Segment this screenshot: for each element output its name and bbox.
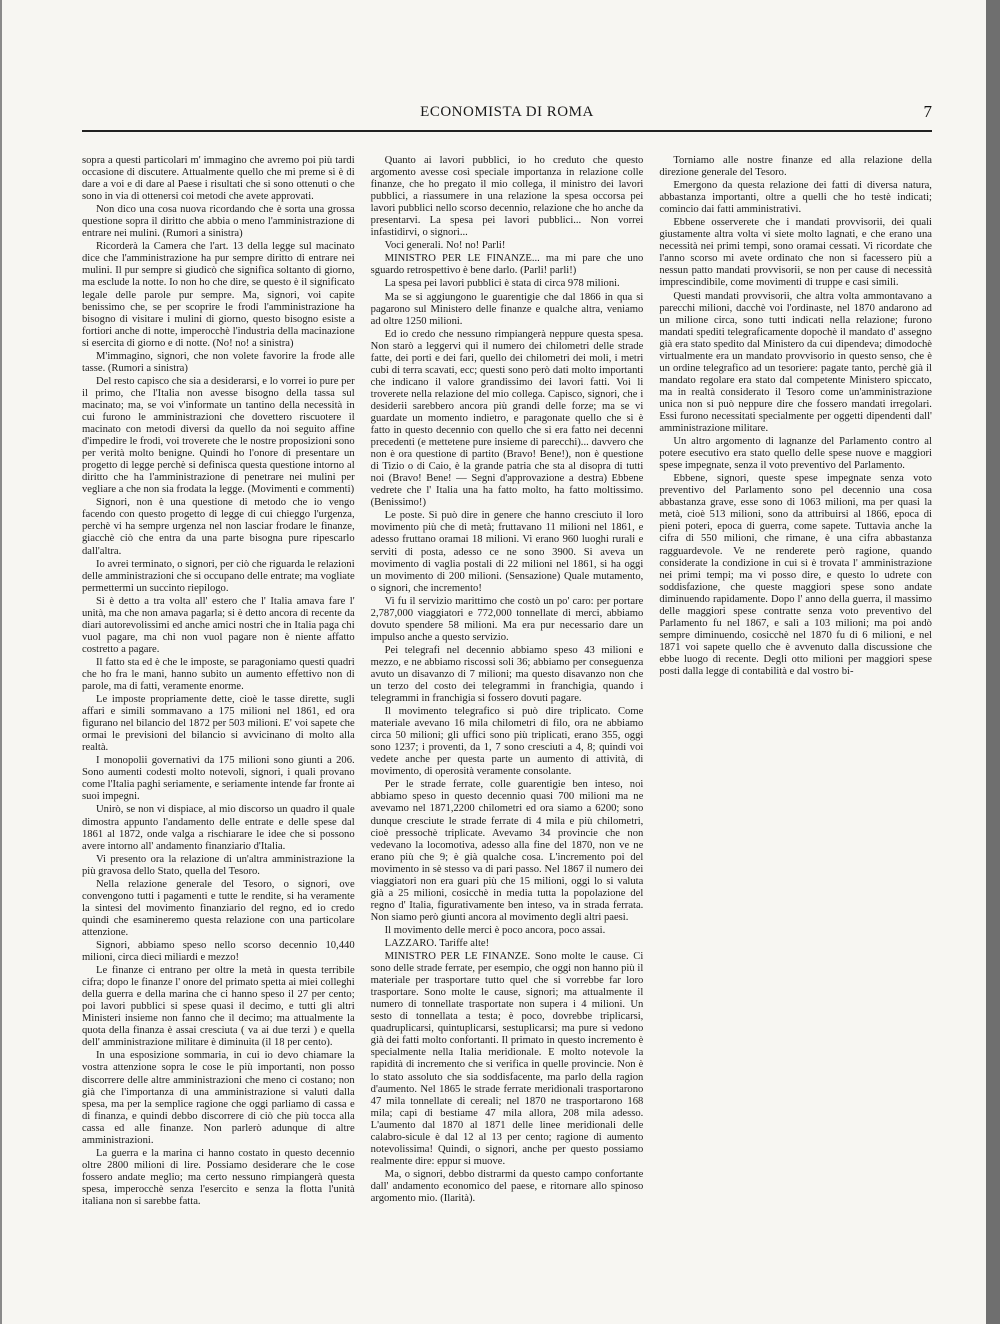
paragraph: Il movimento telegrafico si può dire triplicato. Come materiale avevano 16 mila chilometri di filo, ora ne abbiamo circa 50 milioni; gli uffici sono più triplicati, erano 355, oggi sono 1237; i proventi, da 1, 7 sono cresciuti a 4, 8; quindi voi vedete anche per questa parte un aumento di attività, di movimento, di operosità veramente consolante. xyxy=(370,706,644,778)
paragraph: Torniamo alle nostre finanze ed alla relazione della direzione generale del Tesoro. xyxy=(659,155,932,179)
paragraph: In una esposizione sommaria, in cui io devo chiamare la vostra attenzione sopra le cose le più importanti, non posso discorrere delle altre amministrazioni che meno ci costano; non già che l'importanza di una amministrazione si valuti dalla spesa, ma per la semplice ragione che oggi parliamo di cassa e di finanza, e quindi debbo discorrere di ciò che più tocca alla cassa ed alle finanze. Non parlerò adunque di altre amministrazioni. xyxy=(82,1050,355,1146)
paragraph: Un altro argomento di lagnanze del Parlamento contro al potere esecutivo era stato quello delle spese nuove e maggiori spese impegnate, senza il voto preventivo del Parlamento. xyxy=(659,436,932,472)
paragraph: Signori, non è una questione di metodo che io vengo facendo con questo progetto di legge di cui chieggo l'urgenza, perchè vi ha sempre urgenza nel non lasciar frodare le finanze, giacchè ciò che entra da una parte bisogna pure ripescarlo dall'altra. xyxy=(82,497,355,557)
header-rule xyxy=(82,130,932,132)
paragraph: La guerra e la marina ci hanno costato in questo decennio oltre 2800 milioni di lire. Possiamo desiderare che le cose fossero andate meglio; ma certo nessuno rimpiangerà questa spesa, imperocchè senza l'esercito e senza la flotta l'unità italiana non si sarebbe fatta. xyxy=(82,1147,355,1207)
paragraph: Le poste. Si può dire in genere che hanno cresciuto il loro movimento più che di metà; fruttavano 11 milioni nel 1861, e adesso fruttano oramai 18 milioni. Vi erano 960 luoghi rurali e serviti di posta, adesso ce ne sono 3900. Si aveva un movimento di vaglia postali di 22 milioni nel 1861, si ha oggi un movimento di 200 milioni. (Sensazione) Quale mutamento, o signori, che incremento! xyxy=(370,510,644,594)
paragraph: Ebbene osserverete che i mandati provvisorii, dei quali giustamente altra volta vi siete molto lagnati, e che erano una necessità nei primi tempi, sono oramai cessati. Vi ricordate che l'anno scorso mi avete ordinato che non si facessero più a nessun patto mandati provvisorii, se non per cause di necessità imprescindibile, come movimenti di truppe e casi simili. xyxy=(659,217,932,289)
paragraph: Le imposte propriamente dette, cioè le tasse dirette, sugli affari e simili sommavano a 175 milioni nel 1861, ed ora figurano nel bilancio del 1872 per 503 milioni. E' voi sapete che ormai le previsioni del bilancio si avvicinano di molto alla realtà. xyxy=(82,694,355,754)
paragraph: M'immagino, signori, che non volete favorire la frode alle tasse. (Rumori a sinistra) xyxy=(82,350,355,374)
page-header xyxy=(82,102,932,124)
paragraph: I monopolii governativi da 175 milioni sono giunti a 206. Sono aumenti codesti molto notevoli, signori, i quali provano come l'Italia paghi seriamente, e seriamente intende far fronte ai suoi impegni. xyxy=(82,755,355,803)
paragraph: Vi fu il servizio marittimo che costò un po' caro: per portare 2,787,000 viaggiatori e 772,000 tonnellate di merci, abbiamo dovuto spendere 58 milioni. Ma era pur necessario dare un impulso anche a questo servizio. xyxy=(370,595,644,643)
paragraph: Ma, o signori, debbo distrarmi da questo campo confortante dall' andamento economico del paese, e ritornare allo spinoso argomento mio. (Ilarità). xyxy=(370,1168,644,1204)
paragraph: Ed io credo che nessuno rimpiangerà neppure questa spesa. Non starò a leggervi qui il numero dei chilometri delle strade fatte, dei porti e dei fari, quello dei chilometri dei moli, i metri cubi di terra scavati, ecc; questi sono però dati molto importanti che indicano il valore grandissimo dei lavori fatti. Voi li troverete nella relazione del mio collega. Capisco, signori, che i desiderii sarebbero ancora più grandi delle forze; ma se vi guardate un momento indietro, e paragonate quello che si è fatto in questo decennio con quello che si era fatto nei decenni precedenti (e mettetene pure insieme di parecchi)... davvero che non è ora questione di partito (Bravo! Bene!), non è questione di Tizio o di Caio, è la grande patria che sta al disopra di tutti noi (Bravo! Bene! — Segni d'approvazione a destra) Ebbene vedrete che l' Italia una ha fatto molto, ha fatto moltissimo. (Benissimo!) xyxy=(370,328,644,509)
paragraph: Per le strade ferrate, colle guarentigie ben inteso, noi abbiamo speso in questo decennio quasi 700 milioni ma ne avevamo nel 1871,2200 chilometri ed ora siamo a 6200; sono dunque cresciute le strade ferrate di 4 mila e più chilometri, cioè pressochè triplicate. Avevamo 34 provincie che non vedevano la locomotiva, adesso alla fine del 1870, non ve ne erano più che 9; è già qualche cosa. L'incremento poi del movimento in sè stesso va di pari passo. Nel 1867 il numero dei viaggiatori non era guari più che 15 milioni, oggi lo si valuta già a 25 milioni, cosicchè in media tutta la popolazione del regno d' Italia, figurativamente ben inteso, va in strada ferrata. Non siamo però giunti ancora al movimento degli altri paesi. xyxy=(370,779,644,923)
paragraph: Ebbene, signori, queste spese impegnate senza voto preventivo del Parlamento sono pel decennio una cosa abbastanza grave, esse sono di 1063 milioni, ma per quasi la metà, cioè 513 milioni, sono da attribuirsi al 1866, epoca di pieni poteri, epoca di guerra, come sapete. Tuttavia anche la cifra di 550 milioni, che rimane, è una cifra abbastanza ragguardevole. Ve ne renderete però ragione, quando considerate la condizione in cui si è trovata l' amministrazione nei primi tempi; ma vi posso dire, e questo lo udrete con soddisfazione, che queste maggiori spese sono andate diminuendo rapidamente. Dopo l' anno della guerra, il massimo delle maggiori spese contratte senza voto preventivo del Parlamento fu nel 1867, e salì a 103 milioni; ma poi andò sempre diminuendo, cosicchè nel 1870 fu di 6 milioni, e nel 1871 voi sapete quello che è avvenuto dalla discussione che ebbe luogo di recente. Degli otto milioni per maggiori spese posti dalla legge di contabilità e dal vostro bi- xyxy=(659,473,932,677)
paragraph: Pei telegrafi nel decennio abbiamo speso 43 milioni e mezzo, e ne abbiamo riscossi soli 36; abbiamo per conseguenza avuto un disavanzo di 7 milioni; ma questo disavanzo non che un terzo del costo dei telegrammi in franchigia, quando i telegrammi in franchigia si fossero dovuti pagare. xyxy=(370,644,644,705)
scan-edge xyxy=(986,0,1000,1324)
page-number: 7 xyxy=(923,102,932,121)
paragraph: Ma se si aggiungono le guarentigie che dal 1866 in qua si pagarono sul Ministero delle finanze e qualche altra, veniamo ad oltre 1250 milioni. xyxy=(370,291,644,327)
paragraph: MINISTRO PER LE FINANZE... ma mi pare che uno sguardo retrospettivo è bene darlo. (Parli! parli!) xyxy=(370,253,644,277)
paragraph: Io avrei terminato, o signori, per ciò che riguarda le relazioni delle amministrazioni che si occupano delle entrate; ma vogliate permettermi un succinto riepilogo. xyxy=(82,558,355,594)
paragraph: Non dico una cosa nuova ricordando che è sorta una grossa questione sopra il diritto che abbia o meno l'amministrazione di entrare nei mulini. (Rumori a sinistra) xyxy=(82,204,355,240)
paragraph: Emergono da questa relazione dei fatti di diversa natura, abbastanza importanti, oltre a quelli che ho testè indicati; comincio dai fatti amministrativi. xyxy=(659,180,932,216)
paragraph: Vi presento ora la relazione di un'altra amministrazione la più gravosa dello Stato, quella del Tesoro. xyxy=(82,853,355,877)
paragraph: La spesa pei lavori pubblici è stata di circa 978 milioni. xyxy=(384,278,620,290)
document-page xyxy=(2,0,986,1324)
paragraph: Unirò, se non vi dispiace, al mio discorso un quadro il quale dimostra appunto l'andamento delle entrate e delle spese dal 1861 al 1872, onde valga a rischiarare le idee che si possono avere intorno all' andamento finanziario d'Italia. xyxy=(82,804,355,852)
paragraph: Signori, abbiamo speso nello scorso decennio 10,440 milioni, circa dieci miliardi e mezzo! xyxy=(82,940,355,964)
paragraph: sopra a questi particolari m' immagino che avremo poi più tardi occasione di discutere. Attualmente quello che mi preme si è di dare a voi e di dare al Paese i risultati che si sono ottenuti o che sono in via di ottenersi coi metodi che avete approvati. xyxy=(82,155,355,203)
paragraph: MINISTRO PER LE FINANZE. Sono molte le cause. Ci sono delle strade ferrate, per esempio, che oggi non hanno più il materiale per trasportare tutto quel che si vorrebbe far loro trasportare. Sono molte le cause, signori; ma attualmente il numero di tonnellate trasportate non supera i 4 milioni. Un sesto di tonnellata a testa; è poco, dovrebbe triplicarsi, quadruplicarsi, quintuplicarsi, sestuplicarsi; ma pure si vedono già dei fatti molto confortanti. Il primato in questo incremento è specialmente nella Italia meridionale. E molto notevole la rapidità di incremento che si verifica in quelle provincie. Non è lo stato assoluto che sia soddisfacente, ma parlo della ragion d'aumento. Nel 1865 le strade ferrate meridionali trasportarono 47 mila tonnellate di cereali; nel 1870 ne trasportarono 168 mila; capi di bestiame 47 mila allora, 208 mila adesso. L'aumento dal 1870 al 1871 delle linee meridionali delle calabro-sicule è dal 12 al 13 per cento; ragione di aumento notevolissima! Quindi, o signori, anche per questo possiamo realmente dire: eppur si muove. xyxy=(370,951,644,1167)
paragraph: Le finanze ci entrano per oltre la metà in questa terribile cifra; dopo le finanze l' onore del primato spetta ai miei colleghi della guerra e della marina che ci hanno speso il 27 per cento; poi lavori pubblici si spese quasi il decimo, e tutti gli altri Ministeri insieme non fanno che il decimo; ma attualmente la quota della finanza è assai cresciuta ( va ai due terzi ) e quella dell' amministrazione militare è diminuita (il 18 per cento). xyxy=(82,965,355,1049)
paragraph: Del resto capisco che sia a desiderarsi, e lo vorrei io pure per il primo, che l'Italia non avesse bisogno della tassa sul macinato; ma, se voi v'informate un tantino della necessità in cui furono le amministrazioni che dovettero riscuotere il macinato con metodi diversi da quello da noi seguito affine d'impedire le frodi, voi troverete che le nostre proposizioni sono per verità molto benigne. Quindi ho l'onore di presentare un progetto di legge perchè si definisca questa questione intorno al diritto che ha l'amministrazione di penetrare nei mulini per vegliare a che non sia frodata la legge. (Movimenti e commenti) xyxy=(82,375,355,496)
paragraph: Si è detto a tra volta all' estero che l' Italia amava fare l' unità, ma che non amava pagarla; si è detto ancora di recente da diari autorevolissimi ed anche amici nostri che in Italia paga chi vuol pagare, ma chi non vuol pagare non è niente affatto costretto a pagare. xyxy=(82,595,355,655)
paragraph: LAZZARO. Tariffe alte! xyxy=(384,938,490,949)
paragraph: Il movimento delle merci è poco ancora, poco assai. xyxy=(384,924,606,936)
paragraph: Nella relazione generale del Tesoro, o signori, ove convengono tutti i pagamenti e tutte le rendite, si ha veramente la sintesi del movimento finanziario del regno, ed io credo quindi che esamineremo questa relazione con una particolare attenzione. xyxy=(82,878,355,938)
paragraph: Il fatto sta ed è che le imposte, se paragoniamo questi quadri che ho fra le mani, hanno subito un aumento effettivo non di parole, ma di fatti, veramente enorme. xyxy=(82,656,355,693)
paragraph: Ricorderà la Camera che l'art. 13 della legge sul macinato dice che l'amministrazione ha pur sempre diritto di entrare nei mulini. Il pur sempre si giudicò che significa soltanto di giorno, ma esclude la notte. Io non ho che dire, se questo è il significato legale delle parole pur sempre. Ma, signori, voi capite benissimo che, se per scoprire le frodi l'amministrazione ha bisogno di visitare i mulini di giorno, questo bisogno esiste a fortiori anche di notte, imperocchè l'industria della macinazione si esercita di giorno e di notte. (No! no! a sinistra) xyxy=(82,241,355,349)
paragraph: Quanto ai lavori pubblici, io ho creduto che questo argomento avesse così speciale importanza in relazione colle finanze, che ho pregato il mio collega, il ministro dei lavori pubblici, a riassumere in una relazione la spesa occorsa pei lavori pubblici nello scorso decennio, relazione che ho anche da presentarvi. La spesa pei lavori pubblici... Non vorrei infastidirvi, o signori... xyxy=(370,155,644,239)
paragraph: Questi mandati provvisorii, che altra volta ammontavano a parecchi milioni, dacchè voi l'ordinaste, nel 1870 andarono ad un milione circa, sono tutti indicati nella relazione; furono mandati spediti telegraficamente dopochè il mandato d' assegno già era stato spedito dal Ministero da cui dipendeva; dimodochè virtualmente era un mandato provvisorio in questo senso, che è un ordine telegrafico ad un tesoriere: pagate tanto, perchè già il mandato regolare era stato dal competente Ministero spiccato, ma in realtà considerato il Tesoro come un'amministrazione unica non si può neppure dire che fossero mandati irregolari. Essi furono necessitati specialmente per oggetti dipendenti dall' amministrazione militare. xyxy=(659,290,932,435)
body-text-columns xyxy=(82,155,932,1230)
paragraph: Voci generali. No! no! Parli! xyxy=(384,240,506,252)
running-title: ECONOMISTA DI ROMA xyxy=(420,104,594,120)
